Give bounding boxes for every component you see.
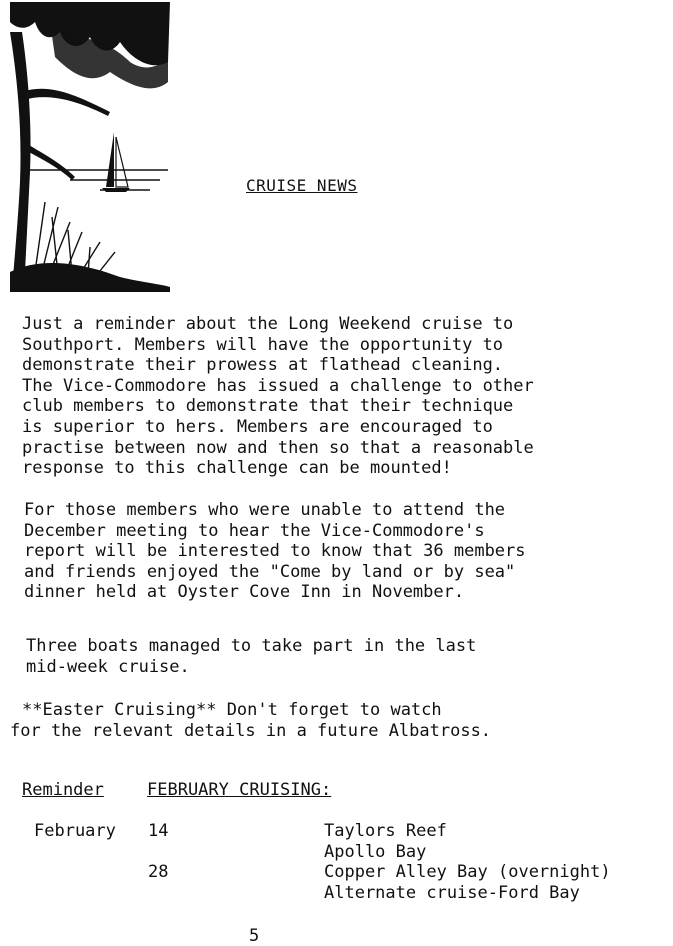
schedule-day: 14: [148, 821, 169, 841]
paragraph-easter-cruising: [10, 700, 492, 741]
text-line: response to this challenge can be mounted!: [22, 458, 452, 479]
schedule-heading: FEBRUARY CRUISING:: [147, 780, 332, 800]
page-number: 5: [249, 926, 260, 946]
text-line: The Vice-Commodore has issued a challenge to other: [22, 375, 534, 396]
text-line: report will be interested to know that 36 members: [24, 541, 526, 562]
reminder-label: Reminder: [22, 780, 104, 800]
paragraph-december-meeting: [24, 500, 526, 603]
schedule-destination: Apollo Bay: [324, 842, 427, 862]
schedule-destination: Copper Alley Bay (overnight): [324, 862, 611, 882]
text-line: dinner held at Oyster Cove Inn in November.: [24, 582, 465, 603]
schedule-month: February: [34, 821, 116, 841]
schedule-destination: Taylors Reef: [324, 821, 447, 841]
text-line: practise between now and then so that a reasonable: [22, 437, 534, 458]
text-line: mid-week cruise.: [26, 656, 190, 677]
text-line: Three boats managed to take part in the last: [26, 636, 477, 656]
text-line: demonstrate their prowess at flathead cleaning.: [22, 355, 504, 376]
paragraph-long-weekend: [22, 314, 534, 479]
tree-sailboat-illustration: [10, 2, 170, 292]
paragraph-mid-week-cruise: [26, 636, 476, 677]
text-line: is superior to hers. Members are encouraged to: [22, 416, 493, 437]
text-line: **Easter Cruising** Don't forget to watch: [22, 700, 442, 720]
schedule-day: 28: [148, 862, 169, 882]
page-title: CRUISE NEWS: [246, 176, 358, 195]
schedule-destination: Alternate cruise-Ford Bay: [324, 883, 580, 903]
text-line: and friends enjoyed the "Come by land or by sea": [24, 561, 516, 582]
text-line: Southport. Members will have the opportunity to: [22, 334, 504, 355]
text-line: club members to demonstrate that their technique: [22, 396, 514, 417]
text-line: Just a reminder about the Long Weekend cruise to: [22, 314, 514, 334]
text-line: for the relevant details in a future Albatross.: [10, 720, 492, 741]
text-line: For those members who were unable to attend the: [24, 500, 506, 520]
text-line: December meeting to hear the Vice-Commodore's: [24, 520, 485, 541]
